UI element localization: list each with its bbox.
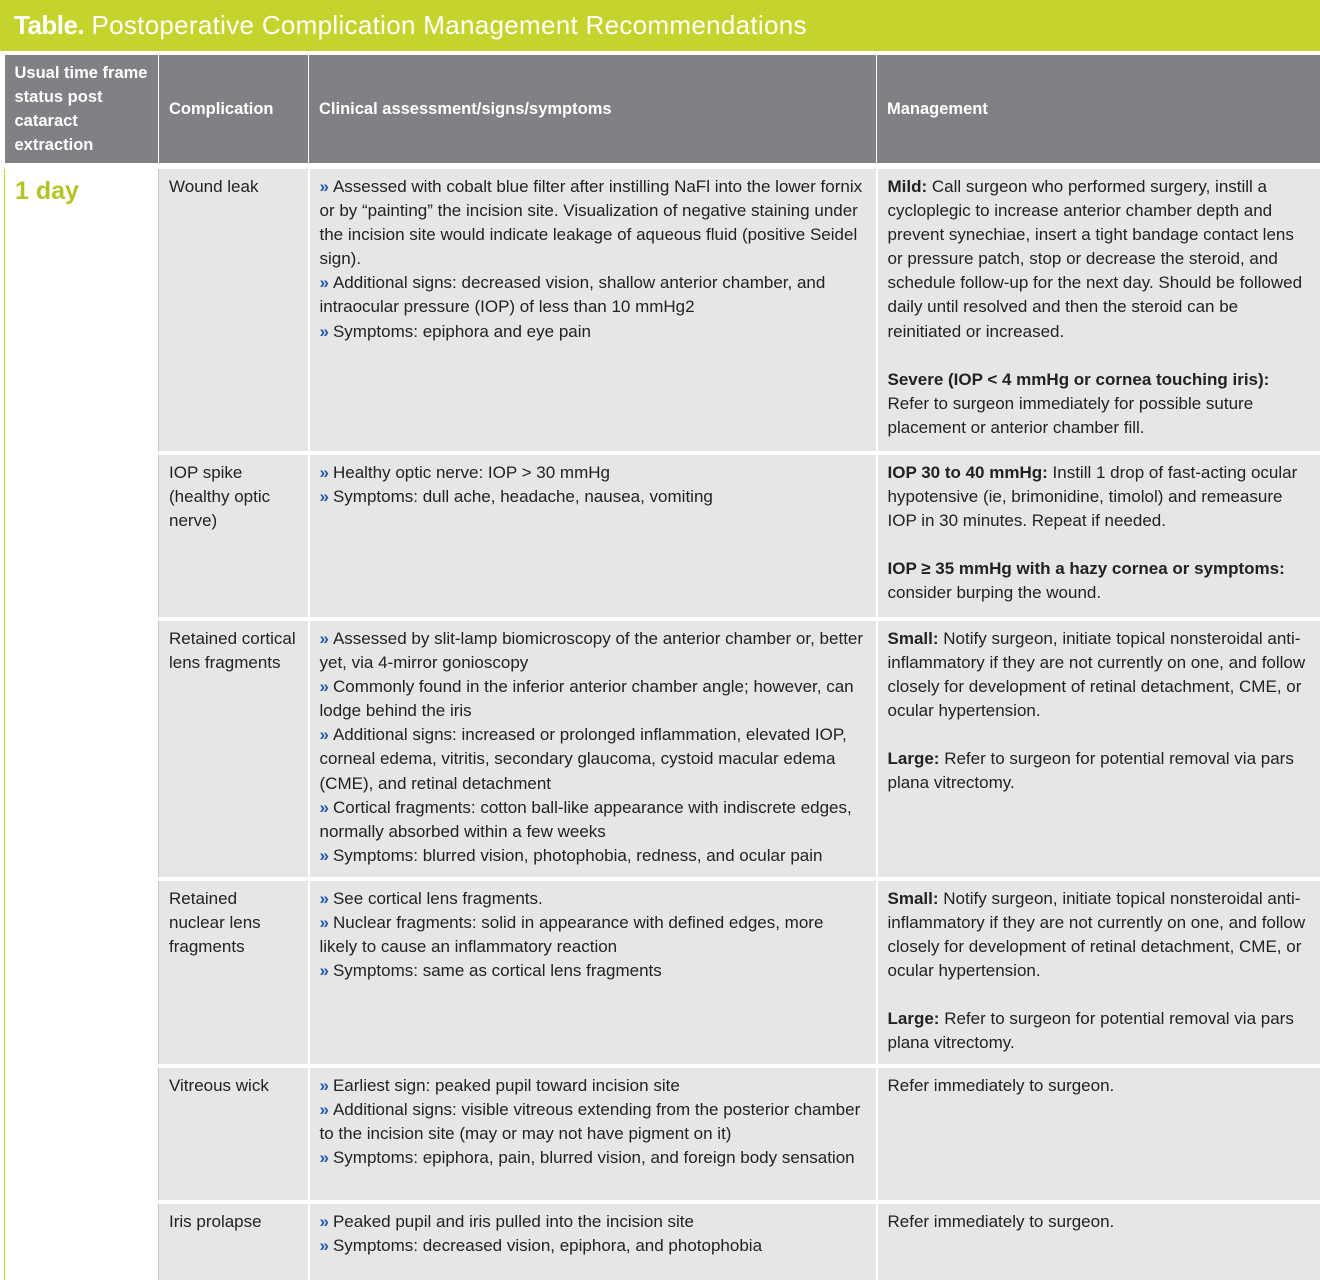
double-chevron-bullet-icon: » [320, 677, 329, 696]
clinical-item-text: Symptoms: same as cortical lens fragments [333, 961, 662, 980]
clinical-item [320, 723, 866, 795]
double-chevron-bullet-icon: » [320, 463, 329, 482]
management-cell [877, 453, 1320, 619]
management-text: Refer to surgeon immediately for possible suture placement or anterior chamber fill. [888, 394, 1254, 437]
table-row [5, 453, 1320, 619]
complications-table [4, 55, 1320, 1280]
management-text: Notify surgeon, initiate topical nonsteroidal anti-inflammatory if they are not currently on one, and follow closely for development of retinal detachment, CME, or ocular hypertension. [888, 889, 1306, 980]
paragraph-gap [888, 533, 1311, 557]
clinical-item [320, 320, 866, 344]
table-row [5, 166, 1320, 453]
management-label: Large: [888, 1009, 940, 1028]
clinical-item-text: Commonly found in the inferior anterior chamber angle; however, can lodge behind the iris [320, 677, 854, 720]
double-chevron-bullet-icon: » [320, 1076, 329, 1095]
clinical-cell [309, 619, 877, 879]
title-text: Postoperative Complication Management Recommendations [91, 10, 806, 40]
complication-cell: Retained cortical lens fragments [159, 619, 309, 879]
double-chevron-bullet-icon: » [320, 1236, 329, 1255]
clinical-item [320, 887, 866, 911]
clinical-item [320, 1146, 866, 1170]
clinical-item-text: Additional signs: visible vitreous extending from the posterior chamber to the incision site (may or may not have pigment on it) [320, 1100, 861, 1143]
clinical-item [320, 796, 866, 844]
header-clinical: Clinical assessment/signs/symptoms [309, 55, 877, 166]
complication-cell: Wound leak [159, 166, 309, 453]
management-item [888, 627, 1311, 723]
clinical-item [320, 911, 866, 959]
paragraph-gap [888, 723, 1311, 747]
management-text: Instill 1 drop of fast-acting ocular hypotensive (ie, brimonidine, timolol) and remeasure IOP in 30 minutes. Repeat if needed. [888, 463, 1298, 530]
double-chevron-bullet-icon: » [320, 889, 329, 908]
clinical-cell [309, 166, 877, 453]
table-row [5, 619, 1320, 879]
management-text: consider burping the wound. [888, 583, 1102, 602]
management-item [888, 557, 1311, 605]
clinical-item-text: Earliest sign: peaked pupil toward incision site [333, 1076, 680, 1095]
clinical-cell [309, 453, 877, 619]
clinical-item [320, 271, 866, 319]
double-chevron-bullet-icon: » [320, 798, 329, 817]
clinical-item-text: Symptoms: epiphora and eye pain [333, 322, 591, 341]
management-item [888, 461, 1311, 533]
management-item [888, 1007, 1311, 1055]
table-title [0, 0, 1320, 51]
table-body [5, 166, 1320, 1280]
clinical-item-text: Peaked pupil and iris pulled into the incision site [333, 1212, 694, 1231]
double-chevron-bullet-icon: » [320, 725, 329, 744]
paragraph-gap [888, 344, 1311, 368]
management-label: IOP 30 to 40 mmHg: [888, 463, 1048, 482]
clinical-item [320, 627, 866, 675]
header-row [5, 55, 1320, 166]
clinical-item-text: Additional signs: increased or prolonged inflammation, elevated IOP, corneal edema, vitritis, secondary glaucoma, cystoid macular edema (CME), and retinal detachment [320, 725, 847, 792]
clinical-item [320, 1074, 866, 1098]
management-text: Refer immediately to surgeon. [888, 1076, 1115, 1095]
management-text: Notify surgeon, initiate topical nonsteroidal anti-inflammatory if they are not currently on one, and follow closely for development of retinal detachment, CME, or ocular hypertension. [888, 629, 1306, 720]
clinical-item [320, 485, 866, 509]
management-label: Severe (IOP < 4 mmHg or cornea touching iris): [888, 370, 1270, 389]
clinical-item [320, 1210, 866, 1234]
double-chevron-bullet-icon: » [320, 961, 329, 980]
management-label: Mild: [888, 177, 928, 196]
double-chevron-bullet-icon: » [320, 273, 329, 292]
clinical-item-text: Additional signs: decreased vision, shallow anterior chamber, and intraocular pressure (IOP) of less than 10 mmHg2 [320, 273, 826, 316]
clinical-item-text: Symptoms: decreased vision, epiphora, and photophobia [333, 1236, 762, 1255]
paragraph-gap [888, 983, 1311, 1007]
clinical-item-text: Assessed with cobalt blue filter after instilling NaFl into the lower fornix or by “painting” the incision site. Visualization of negative staining under the incision site would indicate leakage of aqueous fluid (positive Seidel sign). [320, 177, 863, 268]
clinical-item-text: Symptoms: epiphora, pain, blurred vision, and foreign body sensation [333, 1148, 855, 1167]
clinical-item [320, 461, 866, 485]
clinical-item [320, 1098, 866, 1146]
management-text: Refer immediately to surgeon. [888, 1212, 1115, 1231]
management-item [888, 368, 1311, 440]
complication-cell: Retained nuclear lens fragments [159, 879, 309, 1066]
management-text: Refer to surgeon for potential removal via pars plana vitrectomy. [888, 1009, 1294, 1052]
management-item [888, 887, 1311, 983]
management-cell [877, 1202, 1320, 1280]
double-chevron-bullet-icon: » [320, 177, 329, 196]
clinical-item [320, 675, 866, 723]
clinical-cell [309, 1066, 877, 1202]
management-text: Refer to surgeon for potential removal via pars plana vitrectomy. [888, 749, 1294, 792]
header-complication: Complication [159, 55, 309, 166]
management-text: Call surgeon who performed surgery, instill a cycloplegic to increase anterior chamber depth and prevent synechiae, insert a tight bandage contact lens or pressure patch, stop or decrease the steroid, and schedule follow-up for the next day. Should be followed daily until resolved and then the steroid can be reinitiated or increased. [888, 177, 1303, 341]
management-item [888, 1074, 1311, 1098]
clinical-item [320, 844, 866, 868]
double-chevron-bullet-icon: » [320, 1100, 329, 1119]
management-label: Small: [888, 889, 939, 908]
complication-cell: Vitreous wick [159, 1066, 309, 1202]
clinical-item-text: Nuclear fragments: solid in appearance with defined edges, more likely to cause an inflammatory reaction [320, 913, 824, 956]
double-chevron-bullet-icon: » [320, 629, 329, 648]
clinical-item [320, 959, 866, 983]
header-management: Management [877, 55, 1320, 166]
management-item [888, 1210, 1311, 1234]
double-chevron-bullet-icon: » [320, 846, 329, 865]
table-row [5, 879, 1320, 1066]
clinical-item-text: Symptoms: blurred vision, photophobia, redness, and ocular pain [333, 846, 823, 865]
management-cell [877, 879, 1320, 1066]
clinical-cell [309, 879, 877, 1066]
management-cell [877, 619, 1320, 879]
double-chevron-bullet-icon: » [320, 322, 329, 341]
timeframe-cell: 1 day [5, 166, 159, 1280]
management-label: Large: [888, 749, 940, 768]
management-label: IOP ≥ 35 mmHg with a hazy cornea or symptoms: [888, 559, 1285, 578]
management-cell [877, 1066, 1320, 1202]
clinical-item-text: Symptoms: dull ache, headache, nausea, vomiting [333, 487, 713, 506]
clinical-item-text: Assessed by slit-lamp biomicroscopy of the anterior chamber or, better yet, via 4-mirror gonioscopy [320, 629, 864, 672]
complication-cell: Iris prolapse [159, 1202, 309, 1280]
double-chevron-bullet-icon: » [320, 487, 329, 506]
clinical-item-text: See cortical lens fragments. [333, 889, 543, 908]
management-item [888, 747, 1311, 795]
double-chevron-bullet-icon: » [320, 913, 329, 932]
clinical-cell [309, 1202, 877, 1280]
double-chevron-bullet-icon: » [320, 1148, 329, 1167]
management-cell [877, 166, 1320, 453]
table-row [5, 1066, 1320, 1202]
header-timeframe: Usual time frame status post cataract extraction [5, 55, 159, 166]
management-label: Small: [888, 629, 939, 648]
clinical-item-text: Cortical fragments: cotton ball-like appearance with indiscrete edges, normally absorbed within a few weeks [320, 798, 852, 841]
title-lead: Table. [14, 10, 84, 40]
complication-cell: IOP spike (healthy optic nerve) [159, 453, 309, 619]
clinical-item [320, 1234, 866, 1258]
clinical-item-text: Healthy optic nerve: IOP > 30 mmHg [333, 463, 610, 482]
clinical-item [320, 175, 866, 271]
double-chevron-bullet-icon: » [320, 1212, 329, 1231]
table-row [5, 1202, 1320, 1280]
management-item [888, 175, 1311, 344]
